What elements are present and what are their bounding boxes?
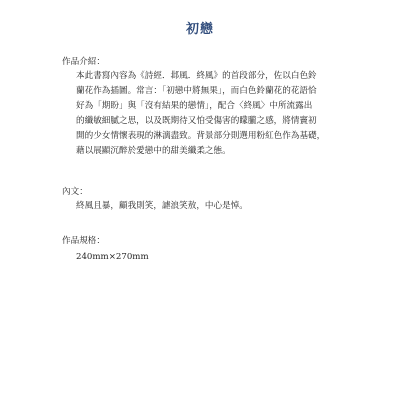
spec-size: 240mm×270mm: [76, 252, 149, 262]
intro-heading: 作品介紹：: [62, 57, 105, 67]
intro-line-5: 開的少女情懷表現的淋漓盡致。背景部分則選用粉紅色作為基礎，: [76, 131, 326, 141]
spec-heading: 作品規格：: [62, 236, 105, 246]
content-text: 終風且暴，顧我則笑，謔浪笑敖，中心是悼。: [76, 201, 248, 211]
intro-line-2: 蘭花作為插圖。常言：「初戀中將無果」，而白色鈴蘭花的花語恰: [76, 86, 317, 96]
intro-paragraph: [76, 69, 348, 159]
intro-line-4: 的纖敏細膩之思，以及既期待又怕受傷害的矇朧之感，將情竇初: [76, 116, 317, 126]
document-title: 初戀: [185, 22, 214, 37]
content-paragraph: [76, 199, 348, 214]
intro-line-1: 本此書寫內容為《詩經．邶風．終風》的首段部分，佐以白色鈴: [76, 71, 317, 81]
intro-line-6: 藉以展顯沉醉於愛戀中的甜美纖柔之態。: [76, 146, 231, 156]
intro-line-3: 好為「期盼」與「沒有結果的戀情」，配合〈終風〉中所流露出: [76, 101, 313, 111]
content-heading: 內文：: [62, 187, 88, 197]
